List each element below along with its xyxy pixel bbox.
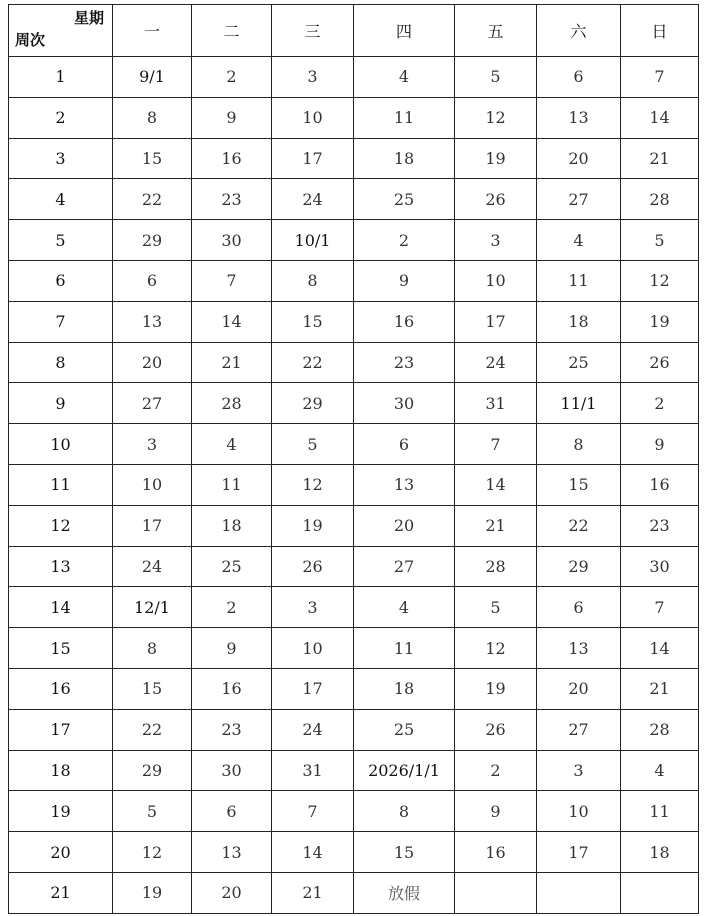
header-row (9, 5, 699, 57)
date-cell: 15 (113, 138, 192, 179)
week-row (9, 832, 699, 873)
date-cell: 12 (455, 97, 537, 138)
date-cell: 19 (455, 668, 537, 709)
date-cell: 21 (455, 505, 537, 546)
date-cell: 4 (354, 587, 455, 628)
date-cell: 14 (455, 464, 537, 505)
date-cell: 3 (537, 750, 621, 791)
date-cell: 15 (537, 464, 621, 505)
date-cell: 19 (455, 138, 537, 179)
date-cell: 22 (113, 709, 192, 750)
date-cell: 14 (621, 628, 699, 669)
week-number-cell: 3 (9, 138, 113, 179)
date-cell: 4 (621, 750, 699, 791)
date-cell: 29 (113, 750, 192, 791)
date-cell: 16 (621, 464, 699, 505)
date-cell: 8 (113, 97, 192, 138)
date-cell: 18 (192, 505, 272, 546)
school-calendar-table (8, 4, 699, 914)
date-cell: 11 (537, 260, 621, 301)
date-cell: 17 (272, 668, 354, 709)
date-cell: 12 (113, 832, 192, 873)
date-cell: 29 (272, 383, 354, 424)
date-cell: 5 (272, 424, 354, 465)
date-cell: 6 (113, 260, 192, 301)
date-cell: 25 (192, 546, 272, 587)
week-row (9, 464, 699, 505)
week-row (9, 179, 699, 220)
week-number-cell: 7 (9, 301, 113, 342)
month-start-date-cell: 10/1 (272, 220, 354, 261)
week-row (9, 383, 699, 424)
date-cell: 17 (272, 138, 354, 179)
weekday-header-fri: 五 (455, 5, 537, 57)
date-cell: 3 (455, 220, 537, 261)
date-cell: 16 (192, 668, 272, 709)
date-cell: 26 (272, 546, 354, 587)
week-number-cell: 21 (9, 872, 113, 913)
week-row (9, 872, 699, 913)
date-cell: 24 (272, 709, 354, 750)
date-cell: 29 (537, 546, 621, 587)
week-row (9, 668, 699, 709)
weekday-header-mon: 一 (113, 5, 192, 57)
corner-header-cell (9, 5, 113, 57)
date-cell: 10 (113, 464, 192, 505)
week-row (9, 138, 699, 179)
date-cell: 9 (354, 260, 455, 301)
date-cell: 5 (455, 57, 537, 98)
date-cell: 9 (621, 424, 699, 465)
week-number-cell: 15 (9, 628, 113, 669)
date-cell: 26 (455, 179, 537, 220)
date-cell: 23 (192, 709, 272, 750)
week-number-cell: 11 (9, 464, 113, 505)
date-cell: 17 (113, 505, 192, 546)
date-cell: 24 (272, 179, 354, 220)
date-cell: 21 (272, 872, 354, 913)
date-cell: 31 (455, 383, 537, 424)
week-row (9, 342, 699, 383)
date-cell: 20 (192, 872, 272, 913)
date-cell: 13 (354, 464, 455, 505)
date-cell: 13 (192, 832, 272, 873)
date-cell: 8 (113, 628, 192, 669)
week-number-cell: 20 (9, 832, 113, 873)
date-cell: 25 (354, 709, 455, 750)
date-cell: 19 (272, 505, 354, 546)
date-cell: 20 (537, 138, 621, 179)
week-number-cell: 6 (9, 260, 113, 301)
date-cell: 15 (354, 832, 455, 873)
date-cell: 15 (272, 301, 354, 342)
week-number-cell: 14 (9, 587, 113, 628)
month-start-date-cell: 12/1 (113, 587, 192, 628)
date-cell: 23 (192, 179, 272, 220)
holiday-cell: 放假 (354, 872, 455, 913)
month-start-date-cell: 2026/1/1 (354, 750, 455, 791)
week-row (9, 546, 699, 587)
week-row (9, 424, 699, 465)
week-number-cell: 2 (9, 97, 113, 138)
date-cell: 23 (621, 505, 699, 546)
date-cell: 30 (621, 546, 699, 587)
date-cell: 27 (537, 179, 621, 220)
date-cell: 7 (621, 587, 699, 628)
date-cell: 9 (455, 791, 537, 832)
weekday-header-thu: 四 (354, 5, 455, 57)
week-number-cell: 12 (9, 505, 113, 546)
date-cell: 17 (455, 301, 537, 342)
date-cell: 28 (621, 179, 699, 220)
date-cell: 11 (354, 97, 455, 138)
date-cell: 7 (192, 260, 272, 301)
date-cell: 2 (455, 750, 537, 791)
date-cell: 12 (455, 628, 537, 669)
calendar-body (9, 57, 699, 914)
date-cell: 14 (272, 832, 354, 873)
week-row (9, 791, 699, 832)
week-number-cell: 8 (9, 342, 113, 383)
week-row (9, 750, 699, 791)
date-cell: 20 (354, 505, 455, 546)
date-cell: 14 (621, 97, 699, 138)
date-cell: 2 (192, 587, 272, 628)
date-cell: 11 (354, 628, 455, 669)
week-row (9, 709, 699, 750)
date-cell: 30 (192, 220, 272, 261)
date-cell: 21 (621, 138, 699, 179)
date-cell: 30 (354, 383, 455, 424)
date-cell: 8 (537, 424, 621, 465)
week-number-cell: 1 (9, 57, 113, 98)
weekday-header-sun: 日 (621, 5, 699, 57)
date-cell: 5 (113, 791, 192, 832)
date-cell (455, 872, 537, 913)
date-cell: 4 (192, 424, 272, 465)
date-cell: 12 (272, 464, 354, 505)
date-cell: 25 (354, 179, 455, 220)
date-cell: 3 (272, 57, 354, 98)
date-cell: 28 (455, 546, 537, 587)
week-axis-label: 周次 (15, 31, 46, 49)
date-cell: 22 (113, 179, 192, 220)
date-cell: 27 (354, 546, 455, 587)
date-cell: 24 (455, 342, 537, 383)
date-cell: 6 (537, 57, 621, 98)
week-number-cell: 19 (9, 791, 113, 832)
date-cell: 12 (621, 260, 699, 301)
date-cell: 16 (455, 832, 537, 873)
date-cell: 29 (113, 220, 192, 261)
date-cell: 6 (192, 791, 272, 832)
date-cell: 2 (621, 383, 699, 424)
date-cell: 25 (537, 342, 621, 383)
date-cell: 24 (113, 546, 192, 587)
date-cell: 18 (354, 668, 455, 709)
week-number-cell: 13 (9, 546, 113, 587)
date-cell: 9 (192, 628, 272, 669)
week-row (9, 301, 699, 342)
date-cell: 3 (113, 424, 192, 465)
date-cell: 4 (354, 57, 455, 98)
date-cell: 20 (537, 668, 621, 709)
date-cell: 14 (192, 301, 272, 342)
date-cell: 18 (621, 832, 699, 873)
week-number-cell: 10 (9, 424, 113, 465)
week-number-cell: 16 (9, 668, 113, 709)
date-cell: 13 (537, 628, 621, 669)
date-cell: 8 (272, 260, 354, 301)
date-cell: 20 (113, 342, 192, 383)
date-cell: 5 (621, 220, 699, 261)
date-cell: 7 (455, 424, 537, 465)
date-cell: 23 (354, 342, 455, 383)
date-cell: 10 (537, 791, 621, 832)
date-cell: 21 (192, 342, 272, 383)
date-cell: 2 (354, 220, 455, 261)
weekday-header-sat: 六 (537, 5, 621, 57)
date-cell: 27 (537, 709, 621, 750)
date-cell: 7 (272, 791, 354, 832)
date-cell: 28 (192, 383, 272, 424)
week-row (9, 220, 699, 261)
week-row (9, 260, 699, 301)
date-cell: 5 (455, 587, 537, 628)
week-number-cell: 9 (9, 383, 113, 424)
weekday-axis-label: 星期 (73, 9, 104, 27)
week-row (9, 628, 699, 669)
date-cell: 19 (113, 872, 192, 913)
date-cell: 16 (192, 138, 272, 179)
date-cell: 18 (354, 138, 455, 179)
week-number-cell: 18 (9, 750, 113, 791)
date-cell: 11 (621, 791, 699, 832)
date-cell: 19 (621, 301, 699, 342)
month-start-date-cell: 11/1 (537, 383, 621, 424)
date-cell: 15 (113, 668, 192, 709)
date-cell: 28 (621, 709, 699, 750)
date-cell: 31 (272, 750, 354, 791)
date-cell: 10 (272, 628, 354, 669)
date-cell (621, 872, 699, 913)
week-number-cell: 5 (9, 220, 113, 261)
date-cell: 26 (621, 342, 699, 383)
month-start-date-cell: 9/1 (113, 57, 192, 98)
week-row (9, 587, 699, 628)
date-cell: 22 (537, 505, 621, 546)
date-cell (537, 872, 621, 913)
date-cell: 6 (537, 587, 621, 628)
date-cell: 10 (272, 97, 354, 138)
date-cell: 7 (621, 57, 699, 98)
week-row (9, 505, 699, 546)
date-cell: 22 (272, 342, 354, 383)
weekday-header-wed: 三 (272, 5, 354, 57)
date-cell: 26 (455, 709, 537, 750)
week-number-cell: 17 (9, 709, 113, 750)
weekday-header-tue: 二 (192, 5, 272, 57)
week-number-cell: 4 (9, 179, 113, 220)
date-cell: 17 (537, 832, 621, 873)
date-cell: 10 (455, 260, 537, 301)
date-cell: 8 (354, 791, 455, 832)
date-cell: 6 (354, 424, 455, 465)
date-cell: 16 (354, 301, 455, 342)
date-cell: 2 (192, 57, 272, 98)
week-row (9, 97, 699, 138)
date-cell: 13 (537, 97, 621, 138)
date-cell: 27 (113, 383, 192, 424)
date-cell: 18 (537, 301, 621, 342)
date-cell: 4 (537, 220, 621, 261)
date-cell: 21 (621, 668, 699, 709)
date-cell: 9 (192, 97, 272, 138)
date-cell: 3 (272, 587, 354, 628)
week-row (9, 57, 699, 98)
date-cell: 13 (113, 301, 192, 342)
date-cell: 30 (192, 750, 272, 791)
date-cell: 11 (192, 464, 272, 505)
